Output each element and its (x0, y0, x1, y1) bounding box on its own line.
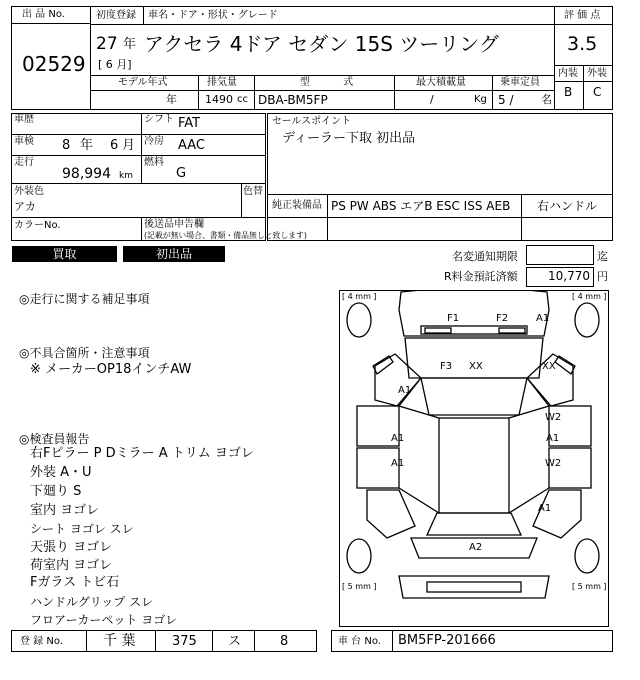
rear-plate (427, 582, 521, 592)
divider (90, 75, 554, 76)
reg-class: 375 (172, 634, 197, 649)
reg-month: [ 6 月] (98, 58, 132, 71)
divider (583, 65, 584, 110)
score-label: 評 価 点 (564, 10, 601, 21)
reg-area: 千 葉 (103, 633, 136, 649)
inspection-year: 8 (62, 138, 71, 153)
inspector-line: Fガラス トビ石 (30, 575, 120, 590)
lot-label: 出 品 No. (22, 9, 65, 20)
chassis-no: BM5FP-201666 (398, 633, 496, 648)
divider (141, 217, 142, 241)
windshield (421, 378, 527, 415)
divider (86, 630, 87, 652)
rear-right-tire (575, 539, 599, 573)
tire-depth-fl: [ 4 mm ] (342, 292, 377, 301)
recycle-unit: 円 (597, 270, 608, 283)
exterior-label: 外装 (587, 68, 607, 79)
capacity-label: 乗車定員 (500, 77, 540, 88)
reg-year-unit: 年 (123, 37, 137, 52)
damage-mark-a2-rear: A2 (469, 542, 483, 553)
type-label: 型 式 (300, 77, 354, 88)
shift-label: シフト (144, 114, 174, 125)
divider (11, 155, 266, 156)
tire-depth-fr: [ 4 mm ] (572, 292, 607, 301)
reg-number: 8 (280, 634, 289, 649)
divider (554, 81, 613, 82)
divider (241, 183, 242, 217)
divider (11, 183, 266, 184)
ac-value: AAC (178, 138, 205, 153)
front-plate (425, 328, 451, 333)
ext-color-value: アカ (14, 200, 36, 213)
defect-note: ※ メーカーOP18インチAW (30, 362, 192, 377)
front-right-tire (575, 303, 599, 337)
capacity-unit: 名 (541, 93, 552, 106)
divider (554, 6, 555, 110)
divider (521, 194, 522, 241)
fuel-label: 燃料 (144, 157, 164, 168)
recycle-amount: 10,770 (548, 269, 590, 283)
inspection-label: 車検 (14, 136, 34, 147)
ac-label: 冷房 (144, 136, 164, 147)
divider (492, 75, 493, 110)
equipment-value: PS PW ABS エアB ESC ISS AEB (331, 199, 511, 213)
reg-kana: ス (228, 634, 242, 649)
mileage-unit: km (119, 171, 133, 181)
driving-notes-title: ◎走行に関する補足事項 (19, 292, 150, 306)
divider (254, 630, 255, 652)
inspector-line: 下廻り S (30, 484, 82, 499)
name-change-label: 名変通知期限 (452, 250, 518, 263)
divider (392, 630, 393, 652)
max-load-value: / (430, 93, 434, 106)
inspection-month: 6 (110, 138, 119, 153)
reg-no-label: 登 録 No. (20, 636, 63, 647)
shift-value: FAT (178, 116, 201, 131)
inspection-month-unit: 月 (122, 138, 136, 153)
inspector-line: 外装 A・U (30, 465, 92, 480)
divider (394, 75, 395, 110)
inspector-line: 荷室内 ヨゴレ (30, 558, 113, 573)
divider (11, 134, 266, 135)
displacement-label: 排気量 (207, 77, 237, 88)
equipment-label: 純正装備品 (272, 200, 322, 211)
inspector-line: 右Fピラー P Dミラー A トリム ヨゴレ (30, 446, 254, 461)
tire-depth-rr: [ 5 mm ] (572, 582, 607, 591)
mileage-value: 98,994 (62, 166, 111, 182)
model-title-label: 車名・ドア・形状・グレード (148, 10, 278, 21)
capacity-value: 5 / (498, 93, 514, 107)
damage-mark-w2-right-front: W2 (545, 412, 562, 423)
reg-year: 27 (96, 34, 118, 54)
rear-window (427, 513, 521, 535)
inspector-line: 天張り ヨゴレ (30, 540, 113, 555)
first-reg-label: 初度登録 (96, 10, 136, 21)
first-listing-badge: 初出品 (123, 246, 225, 262)
inspector-title: ◎検査員報告 (19, 432, 90, 446)
interior-label: 内装 (558, 68, 578, 79)
model-year-unit: 年 (166, 93, 177, 106)
recycle-label: R料金預託済額 (444, 270, 518, 283)
damage-mark-a1-left-rear-door: A1 (391, 458, 405, 469)
divider (212, 630, 213, 652)
max-load-unit: Kg (474, 94, 487, 105)
color-no-label: カラーNo. (14, 220, 61, 231)
divider (327, 194, 328, 241)
name-change-box (526, 245, 594, 265)
post-report-label: 後送品申告欄 (144, 219, 204, 230)
damage-mark-f3: F3 (440, 361, 453, 372)
buy-badge: 買取 (12, 246, 117, 262)
displacement-value: 1490 (205, 93, 233, 106)
fuel-value: G (176, 166, 187, 181)
damage-mark-f1: F1 (447, 313, 460, 324)
inspector-line: ハンドルグリップ スレ (30, 595, 154, 609)
inspector-line: 室内 ヨゴレ (30, 503, 100, 518)
divider (198, 75, 199, 110)
chassis-label: 車 台 No. (338, 636, 381, 647)
rear-left-tire (347, 539, 371, 573)
damage-mark-w2-right-rear: W2 (545, 458, 562, 469)
damage-mark-a1-front: A1 (536, 313, 550, 324)
right-quarter (533, 490, 581, 538)
divider (11, 217, 266, 218)
divider (143, 6, 144, 24)
car-diagram (339, 290, 609, 627)
front-left-tire (347, 303, 371, 337)
damage-mark-xx-right: XX (542, 361, 556, 372)
vehicle-name: アクセラ 4ドア セダン 15S ツーリング (144, 32, 499, 56)
score: 3.5 (567, 33, 598, 55)
divider (90, 24, 554, 25)
post-report-note: (記載が無い場合、書類・備品無しと致します) (144, 231, 307, 240)
exterior-grade: C (593, 85, 602, 99)
steering-value: 右ハンドル (537, 199, 598, 213)
interior-grade: B (564, 85, 573, 99)
name-change-unit: 迄 (597, 250, 608, 263)
tire-depth-rl: [ 5 mm ] (342, 582, 377, 591)
damage-mark-a1-right-front-door: A1 (546, 433, 560, 444)
damage-mark-f2: F2 (496, 313, 509, 324)
mileage-label: 走行 (14, 157, 34, 168)
history-label: 車歴 (14, 114, 34, 125)
divider (254, 75, 255, 110)
lot-number: 02529 (22, 52, 86, 76)
hood (405, 338, 543, 378)
inspector-line: シート ヨゴレ スレ (30, 522, 134, 536)
damage-mark-xx-center: XX (469, 361, 483, 372)
rear-bumper (399, 576, 549, 598)
sales-point-value: ディーラー下取 初出品 (282, 131, 416, 146)
divider (267, 194, 613, 195)
front-plate-r (499, 328, 525, 333)
roof (439, 418, 509, 513)
divider (90, 90, 554, 91)
divider (554, 24, 613, 25)
ext-color-label: 外装色 (14, 186, 44, 197)
damage-mark-a1-left-fender: A1 (398, 385, 412, 396)
max-load-label: 最大積載量 (416, 77, 466, 88)
divider (90, 6, 91, 110)
divider (267, 217, 613, 218)
divider (155, 630, 156, 652)
color-change-label: 色替 (243, 186, 263, 197)
damage-mark-a1-left-front-door: A1 (391, 433, 405, 444)
inspector-line: フロアーカーペット ヨゴレ (30, 613, 178, 627)
damage-mark-a1-right-rear: A1 (538, 503, 552, 514)
inspection-year-unit: 年 (80, 138, 94, 153)
left-fender (375, 354, 421, 406)
displacement-unit: cc (237, 94, 248, 105)
left-quarter (367, 490, 415, 538)
type-value: DBA-BM5FP (258, 93, 328, 107)
model-year-label: モデル年式 (118, 77, 168, 88)
divider (141, 113, 142, 183)
sales-point-label: セールスポイント (272, 116, 352, 127)
divider (11, 23, 90, 24)
defects-title: ◎不具合箇所・注意事項 (19, 346, 150, 360)
